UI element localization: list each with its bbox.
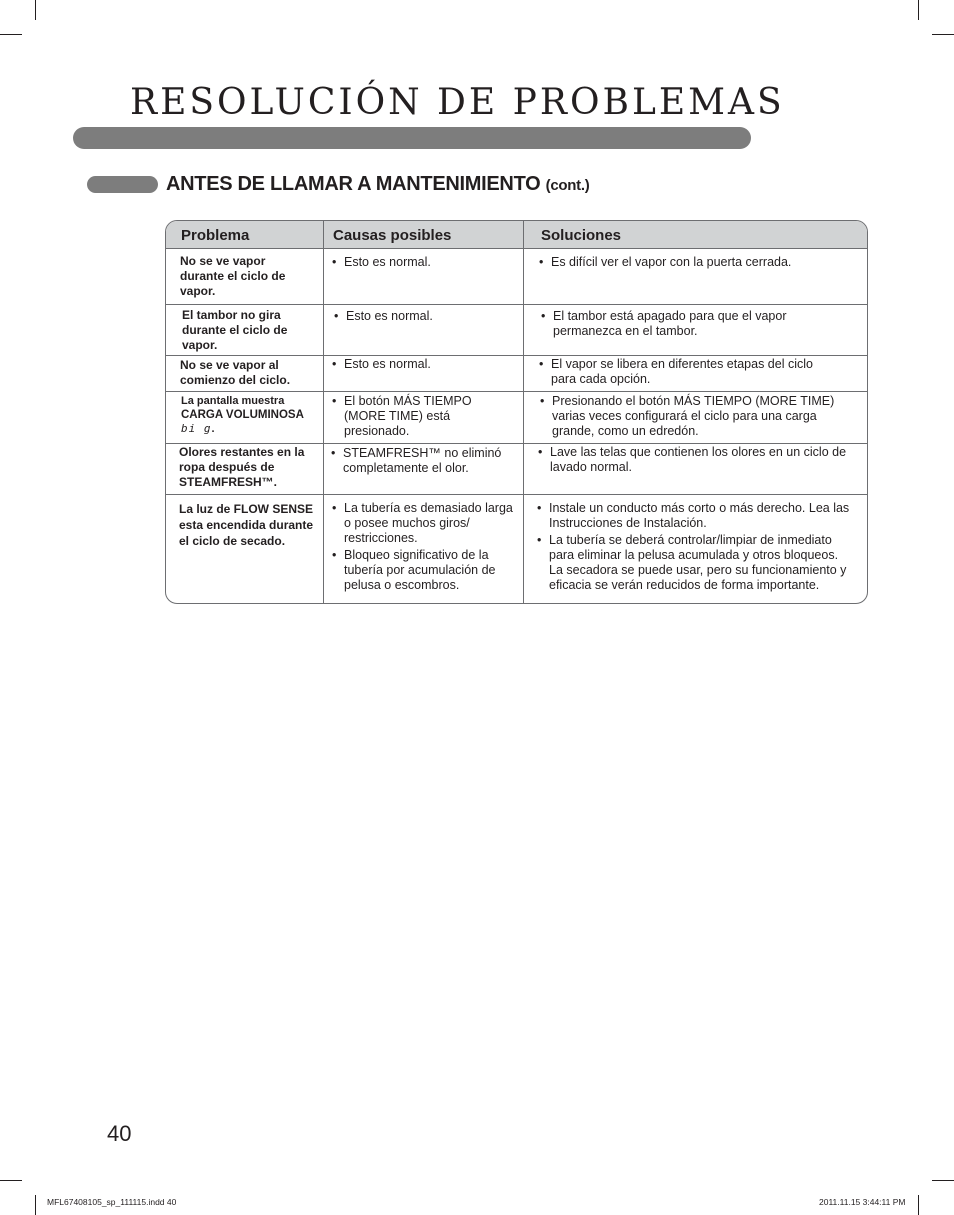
solution-item: • Lave las telas que contienen los olores en un ciclo de lavado normal. xyxy=(538,445,848,475)
causes-cell xyxy=(332,255,517,270)
section-pill xyxy=(87,176,158,193)
crop-mark xyxy=(35,0,36,20)
solution-item: • Es difícil ver el vapor con la puerta cerrada. xyxy=(539,255,859,270)
crop-mark xyxy=(932,1180,954,1181)
header-causas: Causas posibles xyxy=(333,227,452,244)
causes-cell xyxy=(331,446,511,476)
solution-item: • Presionando el botón MÁS TIEMPO (MORE TIME) varias veces configurará el ciclo para una carga grande, como un edredón. xyxy=(540,394,850,439)
causes-cell xyxy=(332,394,492,439)
crop-mark xyxy=(0,1180,22,1181)
cause-item: • Bloqueo significativo de la tubería por acumulación de pelusa o escombros. xyxy=(332,548,517,593)
problem-cell: No se ve vapor durante el ciclo de vapor. xyxy=(180,254,286,298)
solutions-cell xyxy=(540,394,850,439)
row-divider xyxy=(166,443,868,444)
table-header xyxy=(166,221,868,249)
problem-line: La pantalla muestra xyxy=(181,395,285,407)
footer-file: MFL67408105_sp_111115.indd 40 xyxy=(47,1197,177,1207)
display-readout: bi g xyxy=(181,422,212,435)
crop-mark xyxy=(918,0,919,20)
cause-item: • La tubería es demasiado larga o posee muchos giros/ restricciones. xyxy=(332,501,517,546)
causes-cell xyxy=(334,309,519,324)
problem-cell xyxy=(181,394,321,436)
display-period: . xyxy=(211,423,215,435)
troubleshooting-table xyxy=(165,220,868,604)
crop-mark xyxy=(918,1195,919,1215)
title-bar xyxy=(73,127,751,149)
solution-item: • El tambor está apagado para que el vapor permanezca en el tambor. xyxy=(541,309,831,339)
page-title: RESOLUCIÓN DE PROBLEMAS xyxy=(130,82,785,123)
cause-item: • Esto es normal. xyxy=(332,357,517,372)
solution-item: • La tubería se deberá controlar/limpiar de inmediato para eliminar la pelusa acumulada y otros bloqueos. La secadora se puede usar, pero su funcionamiento y eficacia se verán reducidos de forma importante. xyxy=(537,533,855,593)
row-divider xyxy=(166,494,868,495)
solution-item: • El vapor se libera en diferentes etapas del ciclo para cada opción. xyxy=(539,357,839,387)
header-problema: Problema xyxy=(181,227,250,244)
crop-mark xyxy=(932,34,954,35)
column-divider xyxy=(523,221,524,604)
solutions-cell xyxy=(537,501,855,593)
row-divider xyxy=(166,391,868,392)
crop-mark xyxy=(0,34,22,35)
causes-cell xyxy=(332,357,517,372)
crop-mark xyxy=(35,1195,36,1215)
solutions-cell xyxy=(541,309,831,339)
solutions-cell xyxy=(539,255,859,270)
problem-cell: El tambor no gira durante el ciclo de vapor. xyxy=(182,308,288,352)
solution-item: • Instale un conducto más corto o más derecho. Lea las Instrucciones de Instalación. xyxy=(537,501,855,531)
footer-date: 2011.11.15 3:44:11 PM xyxy=(819,1197,906,1207)
problem-cell: No se ve vapor al comienzo del ciclo. xyxy=(180,358,291,387)
section-title-text: ANTES DE LLAMAR A MANTENIMIENTO xyxy=(166,173,541,195)
problem-cell: La luz de FLOW SENSE esta encendida durante el ciclo de secado. xyxy=(179,502,314,548)
cause-item: • STEAMFRESH™ no eliminó completamente el olor. xyxy=(331,446,511,476)
section-title xyxy=(166,173,589,196)
row-divider xyxy=(166,304,868,305)
column-divider xyxy=(323,221,324,604)
solutions-cell xyxy=(538,445,848,475)
problem-display-line xyxy=(181,422,321,436)
page-number: 40 xyxy=(107,1121,132,1146)
problem-line: CARGA VOLUMINOSA xyxy=(181,409,304,421)
header-soluciones: Soluciones xyxy=(541,227,622,244)
problem-cell: Olores restantes en la ropa después de STEAMFRESH™. xyxy=(179,445,305,489)
cause-item: • Esto es normal. xyxy=(332,255,517,270)
causes-cell xyxy=(332,501,517,593)
cause-item: • Esto es normal. xyxy=(334,309,519,324)
section-suffix: (cont.) xyxy=(545,177,590,194)
row-divider xyxy=(166,355,868,356)
cause-item: • El botón MÁS TIEMPO (MORE TIME) está presionado. xyxy=(332,394,492,439)
solutions-cell xyxy=(539,357,839,387)
